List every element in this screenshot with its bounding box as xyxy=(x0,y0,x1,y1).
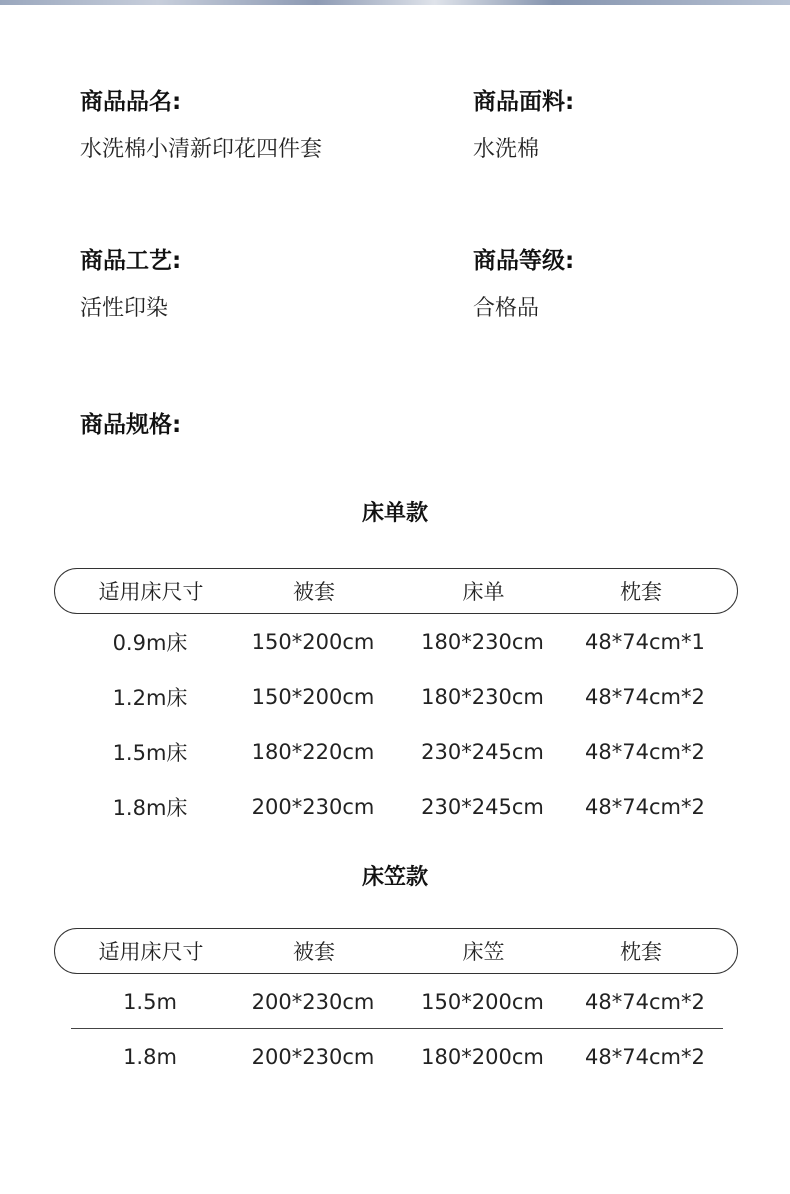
attr-value: 水洗棉 xyxy=(473,137,540,162)
table-cell: 230*245cm xyxy=(421,794,544,819)
attr-label: 商品规格: xyxy=(80,412,182,438)
sheet-size-table xyxy=(54,568,738,834)
top-banner-image-edge xyxy=(0,0,790,5)
table-row xyxy=(54,1029,738,1084)
table-cell: 200*230cm xyxy=(251,1044,375,1069)
table-cell: 48*74cm*2 xyxy=(585,989,705,1014)
table-header xyxy=(54,568,738,614)
table-cell: 150*200cm xyxy=(251,629,375,654)
header-cell: 适用床尺寸 xyxy=(98,940,204,964)
fitted-size-table xyxy=(54,928,738,1084)
section-title-fitted: 床笠款 xyxy=(361,865,428,890)
header-cell: 床单 xyxy=(462,580,505,604)
table-cell: 48*74cm*2 xyxy=(585,794,705,819)
table-cell: 48*74cm*2 xyxy=(585,684,705,709)
attr-label: 商品面料: xyxy=(473,89,575,115)
table-cell: 180*230cm xyxy=(421,684,544,709)
table-row xyxy=(54,974,738,1029)
attr-craft xyxy=(80,246,181,324)
section-title-sheet: 床单款 xyxy=(361,501,428,526)
attr-label: 商品工艺: xyxy=(80,248,182,274)
header-cell: 枕套 xyxy=(620,940,662,964)
attr-value: 活性印染 xyxy=(80,296,169,321)
table-cell: 48*74cm*2 xyxy=(585,1044,705,1069)
table-cell: 150*200cm xyxy=(421,989,544,1014)
table-cell: 180*220cm xyxy=(251,739,375,764)
header-cell: 适用床尺寸 xyxy=(98,580,204,604)
table-cell: 200*230cm xyxy=(251,794,375,819)
table-cell: 1.2m床 xyxy=(112,685,188,710)
table-row xyxy=(54,614,738,669)
attr-grade xyxy=(473,246,574,324)
table-cell: 150*200cm xyxy=(251,684,375,709)
attr-label: 商品品名: xyxy=(80,89,182,115)
attr-value: 合格品 xyxy=(473,296,540,321)
attr-fabric xyxy=(473,87,574,165)
table-cell: 1.5m xyxy=(123,989,177,1014)
header-cell: 被套 xyxy=(293,580,335,604)
attr-value: 水洗棉小清新印花四件套 xyxy=(80,137,323,162)
header-cell: 被套 xyxy=(293,940,335,964)
table-cell: 1.8m xyxy=(123,1044,177,1069)
attr-spec xyxy=(80,410,181,440)
table-cell: 200*230cm xyxy=(251,989,375,1014)
attr-product-name xyxy=(80,87,322,165)
table-cell: 180*230cm xyxy=(421,629,544,654)
table-header xyxy=(54,928,738,974)
header-cell: 枕套 xyxy=(620,580,662,604)
table-cell: 0.9m床 xyxy=(112,630,188,655)
table-row xyxy=(54,724,738,779)
table-cell: 48*74cm*1 xyxy=(585,629,705,654)
table-cell: 48*74cm*2 xyxy=(585,739,705,764)
header-cell: 床笠 xyxy=(462,940,505,964)
table-cell: 1.5m床 xyxy=(112,740,188,765)
attr-label: 商品等级: xyxy=(473,248,575,274)
table-row xyxy=(54,669,738,724)
table-cell: 230*245cm xyxy=(421,739,544,764)
table-row xyxy=(54,779,738,834)
table-cell: 180*200cm xyxy=(421,1044,544,1069)
table-cell: 1.8m床 xyxy=(112,795,188,820)
